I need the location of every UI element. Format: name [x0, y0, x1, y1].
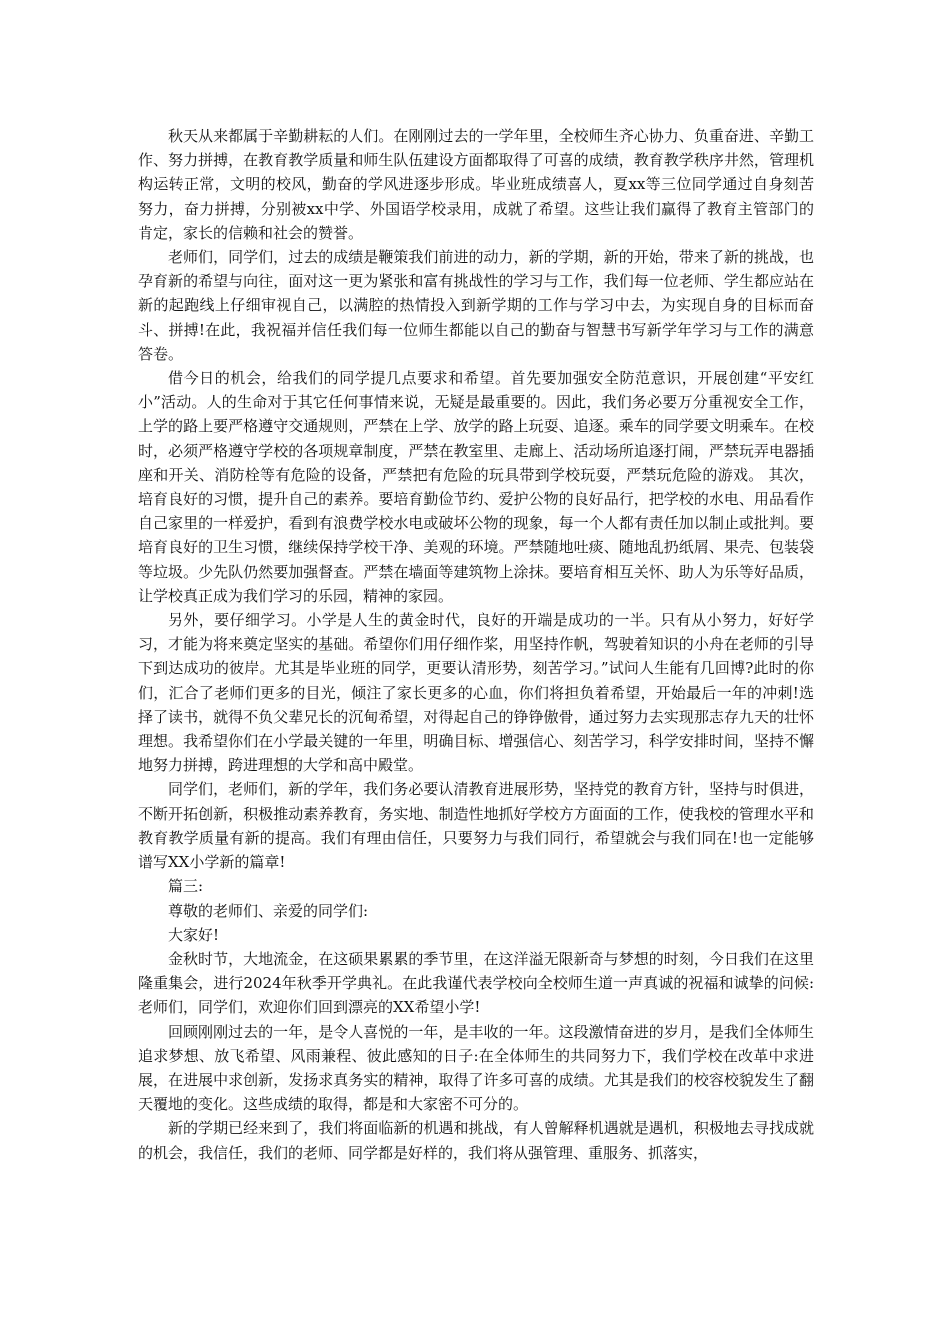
- section-heading: 篇三:: [168, 877, 204, 896]
- greeting: 大家好!: [168, 925, 220, 944]
- paragraph: 另外，要仔细学习。小学是人生的黄金时代，良好的开端是成功的一半。只有从小努力，好好学习，才能为将来奠定坚实的基础。希望你们用仔细作桨，用坚持作帆，驾驶着知识的小舟在老师的引导下到达成功的彼岸。尤其是毕业班的同学，更要认清形势，刻苦学习。”试问人生能有几回博?此时的你们，汇合了老师们更多的目光，倾注了家长更多的心血，你们将担负着希望，开始最后一年的冲刺!选择了读书，就得不负父辈兄长的沉甸希望，对得起自己的铮铮傲骨，通过努力去实现那志存九天的壮怀理想。我希望你们在小学最关键的一年里，明确目标、增强信心、刻苦学习，科学安排时间，坚持不懈地努力拼搏，跨进理想的大学和高中殿堂。: [138, 611, 814, 775]
- paragraph: 老师们，同学们，过去的成绩是鞭策我们前进的动力，新的学期，新的开始，带来了新的挑战，也孕育新的希望与向往，面对这一更为紧张和富有挑战性的学习与工作，我们每一位老师、学生都应站在新的起跑线上仔细审视自己，以满腔的热情投入到新学期的工作与学习中去，为实现自身的目标而奋斗、拼搏!在此，我祝福并信任我们每一位师生都能以自己的勤奋与智慧书写新学年学习与工作的满意答卷。: [138, 248, 814, 363]
- paragraph: 金秋时节，大地流金，在这硕果累累的季节里，在这洋溢无限新奇与梦想的时刻，今日我们在这里隆重集会，进行2024年秋季开学典礼。在此我谨代表学校向全校师生道一声真诚的祝福和诚挚的问候:老师们，同学们，欢迎你们回到漂亮的XX希望小学!: [138, 949, 814, 1017]
- paragraph: 回顾刚刚过去的一年，是令人喜悦的一年，是丰收的一年。这段激情奋进的岁月，是我们全体师生追求梦想、放飞希望、风雨兼程、彼此感知的日子:在全体师生的共同努力下，我们学校在改革中求进展，在进展中求创新，发扬求真务实的精神，取得了许多可喜的成绩。尤其是我们的校容校貌发生了翻天覆地的变化。这些成绩的取得，都是和大家密不可分的。: [138, 1022, 814, 1114]
- paragraph: 秋天从来都属于辛勤耕耘的人们。在刚刚过去的一学年里，全校师生齐心协力、负重奋进、辛勤工作、努力拼搏，在教育教学质量和师生队伍建设方面都取得了可喜的成绩，教育教学秩序井然，管理机构运转正常，文明的校风，勤奋的学风进逐步形成。毕业班成绩喜人，夏xx等三位同学通过自身刻苦努力，奋力拼搏，分别被xx中学、外国语学校录用，成就了希望。这些让我们赢得了教育主管部门的肯定，家长的信赖和社会的赞誉。: [138, 127, 814, 242]
- paragraph: 借今日的机会，给我们的同学提几点要求和希望。首先要加强安全防范意识，开展创建“平安红小”活动。人的生命对于其它任何事情来说，无疑是最重要的。因此，我们务必要万分重视安全工作，上学的路上要严格遵守交通规则，严禁在上学、放学的路上玩耍、追逐。乘车的同学要文明乘车。在校时，必须严格遵守学校的各项规章制度，严禁在教室里、走廊上、活动场所追逐打闹，严禁玩弄电器插座和开关、消防栓等有危险的设备，严禁把有危险的玩具带到学校玩耍，严禁玩危险的游戏。 其次，培育良好的习惯，提升自己的素养。要培育勤俭节约、爱护公物的良好品行，把学校的水电、用品看作自己家里的一样爱护，看到有浪费学校水电或破坏公物的现象，每一个人都有责任加以制止或批判。要培育良好的卫生习惯，继续保持学校干净、美观的环境。严禁随地吐痰、随地乱扔纸屑、果壳、包装袋等垃圾。少先队仍然要加强督查。严禁在墙面等建筑物上涂抹。要培育相互关怀、助人为乐等好品质，让学校真正成为我们学习的乐园，精神的家园。: [138, 369, 814, 605]
- paragraph: 新的学期已经来到了，我们将面临新的机遇和挑战，有人曾解释机遇就是遇机，积极地去寻找成就的机会，我信任，我们的老师、同学都是好样的，我们将从强管理、重服务、抓落实，: [138, 1119, 814, 1162]
- document-body: [138, 124, 814, 1165]
- salutation: 尊敬的老师们、亲爱的同学们:: [168, 901, 369, 920]
- paragraph: 同学们，老师们，新的学年，我们务必要认清教育进展形势，坚持党的教育方针，坚持与时俱进，不断开拓创新，积极推动素养教育，务实地、制造性地抓好学校方方面面的工作，使我校的管理水平和教育教学质量有新的提高。我们有理由信任，只要努力与我们同行，希望就会与我们同在!也一定能够谱写XX小学新的篇章!: [138, 780, 814, 872]
